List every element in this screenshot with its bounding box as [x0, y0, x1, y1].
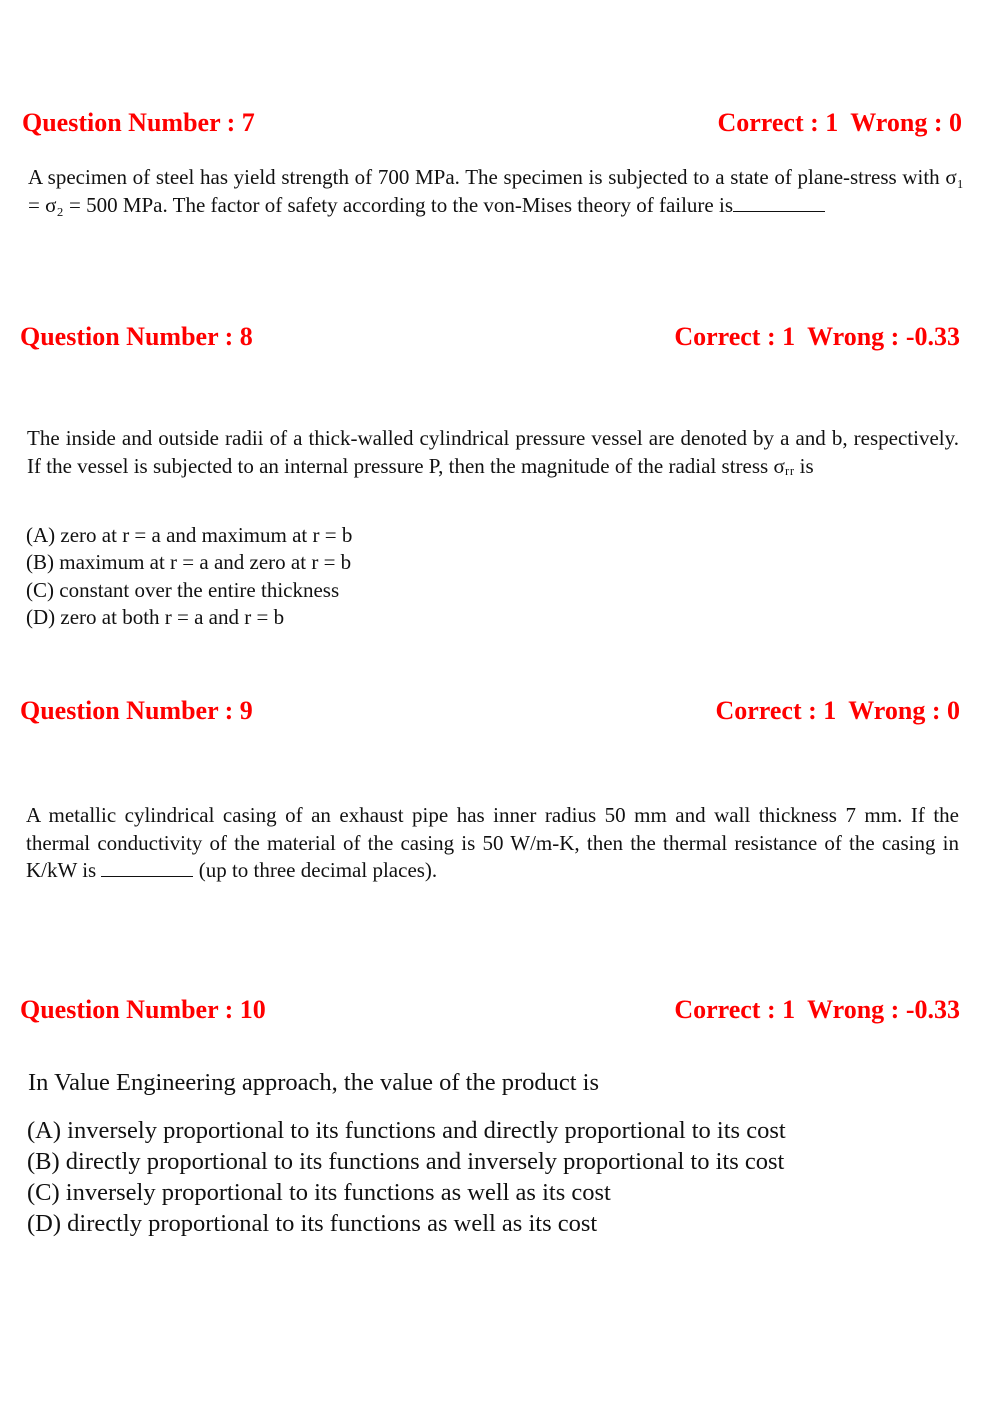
question-10-options: [27, 1115, 786, 1239]
option-b: (B) maximum at r = a and zero at r = b: [26, 550, 352, 575]
wrong-marks: Wrong : -0.33: [807, 322, 960, 351]
answer-blank: [733, 193, 825, 212]
question-9-text: [26, 802, 959, 885]
question-text: A metallic cylindrical casing of an exhaust pipe has inner radius 50 mm and wall thickness 7 mm. If the thermal conductivity of the material of the casing is 50 W/m-K, then the thermal resistance of the casing in K/kW is: [26, 803, 959, 882]
question-number: Question Number : 7: [22, 108, 255, 137]
question-9-header: [20, 696, 960, 726]
question-text: A specimen of steel has yield strength of 700 MPa. The specimen is subjected to a state of plane-stress with σ₁ = σ₂ = 500 MPa. The factor of safety according to the von-Mises theory of failure is: [28, 165, 964, 217]
question-8-text: The inside and outside radii of a thick-walled cylindrical pressure vessel are denoted by a and b, respectively. If the vessel is subjected to an internal pressure P, then the magnitude of the radial stress σᵣᵣ is: [27, 426, 959, 478]
correct-marks: Correct : 1: [674, 995, 796, 1024]
question-7-header: [22, 108, 962, 138]
question-number: Question Number : 8: [20, 322, 253, 351]
question-10-text: In Value Engineering approach, the value of the product is: [28, 1069, 600, 1096]
option-c: (C) constant over the entire thickness: [26, 577, 340, 602]
question-10-header: [20, 995, 960, 1025]
correct-marks: Correct : 1: [717, 108, 839, 137]
option-a: (A) inversely proportional to its functions and directly proportional to its cost: [27, 1117, 786, 1144]
question-8-options: [26, 522, 352, 631]
option-d: (D) directly proportional to its functions as well as its cost: [27, 1210, 598, 1237]
question-number: Question Number : 9: [20, 696, 253, 725]
question-text-suffix: (up to three decimal places).: [198, 858, 438, 882]
option-a: (A) zero at r = a and maximum at r = b: [26, 523, 353, 547]
option-c: (C) inversely proportional to its functions as well as its cost: [27, 1179, 611, 1206]
question-8-header: [20, 322, 960, 352]
answer-blank: [101, 858, 193, 877]
wrong-marks: Wrong : 0: [850, 108, 962, 137]
question-7-text: [28, 164, 964, 219]
option-b: (B) directly proportional to its functions and inversely proportional to its cost: [27, 1148, 785, 1175]
correct-marks: Correct : 1: [674, 322, 796, 351]
correct-marks: Correct : 1: [715, 696, 837, 725]
question-number: Question Number : 10: [20, 995, 266, 1024]
wrong-marks: Wrong : 0: [848, 696, 960, 725]
option-d: (D) zero at both r = a and r = b: [26, 604, 285, 629]
wrong-marks: Wrong : -0.33: [807, 995, 960, 1024]
